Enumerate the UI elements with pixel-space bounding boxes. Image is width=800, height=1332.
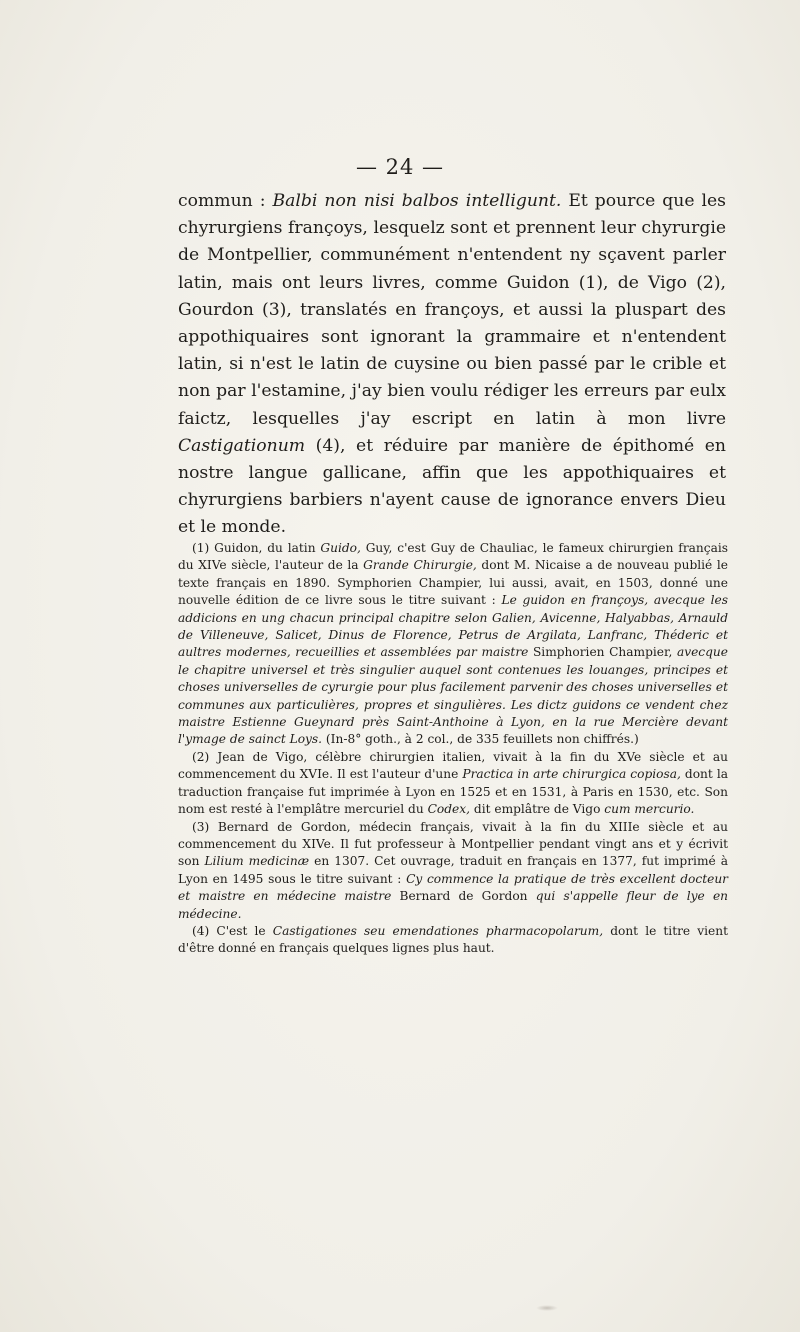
footnote-italic: Codex,	[427, 802, 471, 817]
body-paragraph	[178, 188, 726, 542]
body-text: commun :	[178, 191, 273, 211]
body-text: (4), et réduire par manière de épithomé en nostre langue gallicane, affin que les appothiquaires et chyrurgiens barbiers n'ayent cause de ignorance envers Dieu et le monde.	[178, 435, 726, 538]
footnote-text: dit emplâtre de Vigo	[470, 802, 605, 817]
footnote-3	[178, 819, 728, 923]
footnotes	[178, 540, 728, 958]
footnote-text: (In-8° goth., à 2 col., de 335 feuillets non chiffrés.)	[322, 732, 639, 747]
footnote-4	[178, 923, 728, 958]
footnote-italic: Cy commence la pratique de très excellent docteur et maistre en médecine maistre	[178, 871, 728, 904]
footnote-italic: Practica in arte chirurgica copiosa,	[462, 767, 681, 782]
footnote-text: Bernard de Gordon	[391, 889, 536, 904]
footnote-italic: qui s'appelle fleur de lye en médecine.	[178, 889, 729, 921]
footnote-2	[178, 749, 728, 819]
footnote-italic: Le guidon en françoys, avecque les addicions en ung chacun principal chapitre selon Galien, Avicenne, Halyabbas, Arnauld de Villeneuve, Salicet, Dinus de Florence, Petrus de Argilata, Lanfranc, Théderic et aultres modernes, recueillies et assemblées par maistre	[178, 593, 728, 660]
footnote-text: (4) C'est le	[192, 923, 273, 938]
footnote-1	[178, 540, 728, 749]
latin-quote: Balbi non nisi balbos intelligunt.	[272, 191, 562, 211]
footnote-text: dont la traduction française fut imprimée à Lyon en 1525 et en 1531, à Paris en 1530, etc. Son nom est resté à l'emplâtre mercuriel du	[178, 767, 728, 817]
footnote-text: Guy, c'est Guy de Chauliac, le fameux chirurgien français du XIVe siècle, l'auteur de la	[178, 541, 728, 573]
footnote-italic: cum mercurio.	[604, 802, 695, 817]
footnote-italic: avecque le chapitre universel et très singulier auquel sont contenues les louanges, principes et choses universelles de cyrurgie pour plus facilement parvenir des choses universelles et communes aux particulières, propres et singulières. Les dictz guidons ce vendent chez maistre Estienne Gueynard près Saint-Anthoine à Lyon, en la rue Mercière devant l'ymage de sainct Loys.	[178, 645, 728, 747]
book-title: Castigationum	[178, 435, 306, 456]
footnote-text: (1) Guidon, du latin	[192, 541, 321, 555]
body-text: Et pource que les chyrurgiens françoys, lesquelz sont et prennent leur chyrurgie de Montpellier, communément n'entendent ny sçavent parler latin, mais ont leurs livres, comme Guidon (1), de Vigo (2), Gourdon (3), translatés en françoys, et aussi la pluspart des appothiquaires sont ignorant la grammaire et n'entendent latin, si n'est le latin de cuysine ou bien passé par le crible et non par l'estamine, j'ay bien voulu rédiger les erreurs par eulx faictz, lesquelles j'ay escript en latin à mon livre	[178, 191, 726, 429]
footnote-text: (3) Bernard de Gordon, médecin français, vivait à la fin du XIIIe siècle et au commencement du XIVe. Il fut professeur à Montpellier pendant vingt ans et y écrivit son	[178, 819, 728, 869]
footnote-text: (2) Jean de Vigo, célèbre chirurgien italien, vivait à la fin du XVe siècle et au commencement du XVIe. Il est l'auteur d'une	[178, 749, 728, 782]
footnote-italic: Grande Chirurgie,	[363, 558, 477, 573]
footnote-text: dont M. Nicaise a de nouveau publié le texte français en 1890. Symphorien Champier, lui aussi, avait, en 1503, donné une nouvelle édition de ce livre sous le titre suivant :	[178, 558, 728, 608]
footnote-italic: Guido,	[320, 541, 361, 555]
paper-smudge	[536, 1305, 558, 1311]
page-number: — 24 —	[355, 155, 445, 179]
footnote-text: Simphorien Champier,	[528, 645, 677, 660]
footnote-italic: Castigationes seu emendationes pharmacopolarum,	[272, 923, 604, 938]
footnote-italic: Lilium medicinæ	[204, 854, 310, 869]
footnote-text: dont le titre vient d'être donné en français quelques lignes plus haut.	[178, 923, 729, 956]
footnote-text: en 1307. Cet ouvrage, traduit en français en 1377, fut imprimé à Lyon en 1495 sous le titre suivant :	[178, 854, 728, 886]
